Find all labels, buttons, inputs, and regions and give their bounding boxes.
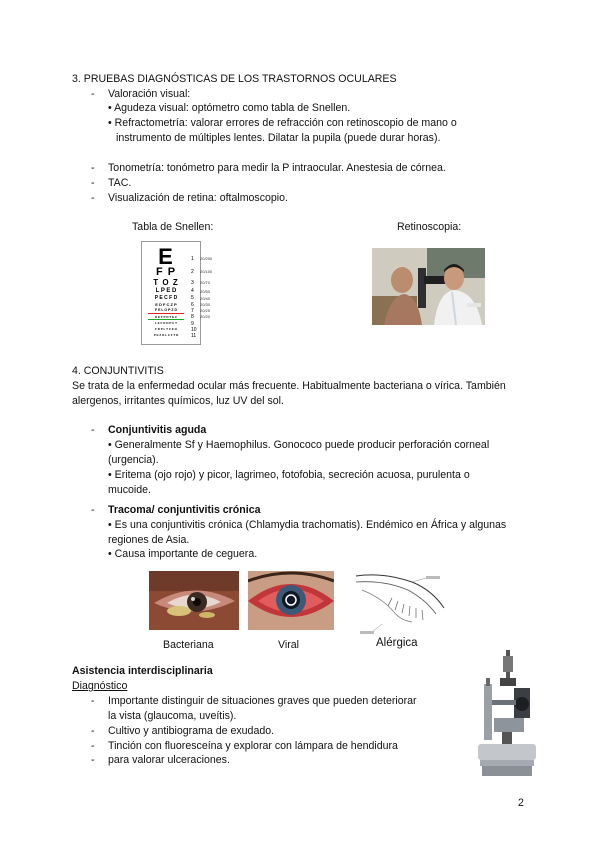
snellen-row: E (158, 244, 174, 269)
tracoma-title: Tracoma/ conjuntivitis crónica (108, 504, 261, 516)
acuity-label: 20/30 (200, 302, 211, 307)
snellen-number: 3 (191, 280, 194, 286)
snellen-number: 7 (191, 308, 194, 314)
snellen-number: 1 (191, 256, 194, 262)
asistencia-item-1b: la vista (glaucoma, uveítis). (108, 710, 237, 722)
asistencia-item-4: para valorar ulceraciones. (108, 754, 230, 766)
tonometria: Tonometría: tonómetro para medir la P intraocular. Anestesia de córnea. (108, 162, 446, 174)
list-dash: - (91, 177, 95, 189)
page-number: 2 (518, 797, 524, 809)
snellen-row: L E F O D P C T (155, 321, 177, 325)
section-3-title: 3. PRUEBAS DIAGNÓSTICAS DE LOS TRASTORNOS OCULARES (72, 73, 397, 85)
refractometria-line-2: instrumento de múltiples lentes. Dilatar la pupila (puede durar horas). (116, 132, 441, 144)
retinoscopia-photo (372, 248, 485, 325)
acuity-label: 20/25 (200, 308, 211, 313)
asistencia-item-1a: Importante distinguir de situaciones graves que pueden deteriorar (108, 695, 417, 707)
snellen-number: 9 (191, 321, 194, 327)
snellen-caption: Tabla de Snellen: (132, 221, 214, 233)
snellen-row: E D F C Z P (155, 302, 177, 307)
list-dash: - (91, 740, 95, 752)
bacteriana-caption: Bacteriana (163, 639, 214, 651)
valoracion-visual: Valoración visual: (108, 88, 191, 100)
list-dash: - (91, 192, 95, 204)
asistencia-item-2: Cultivo y antibiograma de exudado. (108, 725, 275, 737)
list-dash: - (91, 424, 95, 436)
snellen-number: 5 (191, 295, 194, 301)
acuity-label: 20/50 (200, 289, 211, 294)
list-dash: - (91, 504, 95, 516)
aguda-line-3: • Eritema (ojo rojo) y picor, lagrimeo, fotofobia, secreción acuosa, purulenta o (108, 469, 470, 481)
refractometria-line-1: • Refractometría: valorar errores de refracción con retinoscopio de mano o (108, 117, 457, 129)
tracoma-line-2: regiones de Asia. (108, 534, 190, 546)
acuity-label: 20/100 (200, 269, 213, 274)
acuity-label: 20/200 (200, 256, 213, 261)
tracoma-line-3: • Causa importante de ceguera. (108, 548, 258, 560)
snellen-row: L P E D (155, 288, 177, 294)
snellen-number: 4 (191, 288, 194, 294)
list-dash: - (91, 88, 95, 100)
alergica-caption: Alérgica (376, 637, 418, 649)
aguda-line-2: (urgencia). (108, 454, 159, 466)
bacteriana-eye-photo (149, 571, 239, 630)
snellen-row: P E Z O L C F T D (153, 333, 179, 337)
snellen-row: P E C F D (154, 295, 178, 301)
tracoma-line-1: • Es una conjuntivitis crónica (Chlamydia trachomatis). Endémico en África y algunas (108, 519, 507, 531)
snellen-number: 8 (191, 314, 194, 320)
snellen-row: F D P L T C E O (155, 327, 177, 331)
acuity-label: 20/70 (200, 280, 211, 285)
viral-eye-photo (248, 571, 334, 630)
slit-lamp-photo (470, 648, 542, 778)
conjuntivitis-aguda-title: Conjuntivitis aguda (108, 424, 207, 436)
retina: Visualización de retina: oftalmoscopio. (108, 192, 289, 204)
list-dash: - (91, 695, 95, 707)
snellen-number: 10 (191, 327, 197, 333)
agudeza-visual: • Agudeza visual: optómetro como tabla de Snellen. (108, 102, 351, 114)
retinoscopia-caption: Retinoscopia: (397, 221, 462, 233)
asistencia-item-3: Tinción con fluoresceína y explorar con lámpara de hendidura (108, 740, 398, 752)
asistencia-title: Asistencia interdisciplinaria (72, 665, 213, 677)
diagnostico-subtitle: Diagnóstico (72, 680, 128, 692)
viral-caption: Viral (278, 639, 300, 651)
snellen-number: 11 (191, 333, 197, 339)
snellen-chart-image (141, 241, 201, 345)
list-dash: - (91, 162, 95, 174)
conjuntivitis-intro-1: Se trata de la enfermedad ocular más frecuente. Habitualmente bacteriana o vírica. También (72, 380, 506, 392)
alergica-drawing (352, 568, 450, 638)
list-dash: - (91, 754, 95, 766)
snellen-number: 6 (191, 302, 194, 308)
acuity-label: 20/40 (200, 296, 211, 301)
snellen-acuity-labels (200, 256, 212, 320)
section-4-title: 4. CONJUNTIVITIS (72, 365, 164, 377)
tac: TAC. (108, 177, 132, 189)
snellen-number: 2 (191, 269, 194, 275)
snellen-row: D E F P O T E C (154, 315, 178, 319)
conjuntivitis-intro-2: alergenos, irritantes químicos, luz UV del sol. (72, 395, 284, 407)
aguda-line-4: mucoide. (108, 484, 151, 496)
list-dash: - (91, 725, 95, 737)
aguda-line-1: • Generalmente Sf y Haemophilus. Gonococo puede producir perforación corneal (108, 439, 490, 451)
snellen-row: F P (155, 266, 177, 278)
snellen-row: T O Z (153, 278, 179, 287)
acuity-label: 20/20 (200, 314, 211, 319)
snellen-row: F E L O P Z D (154, 308, 178, 312)
